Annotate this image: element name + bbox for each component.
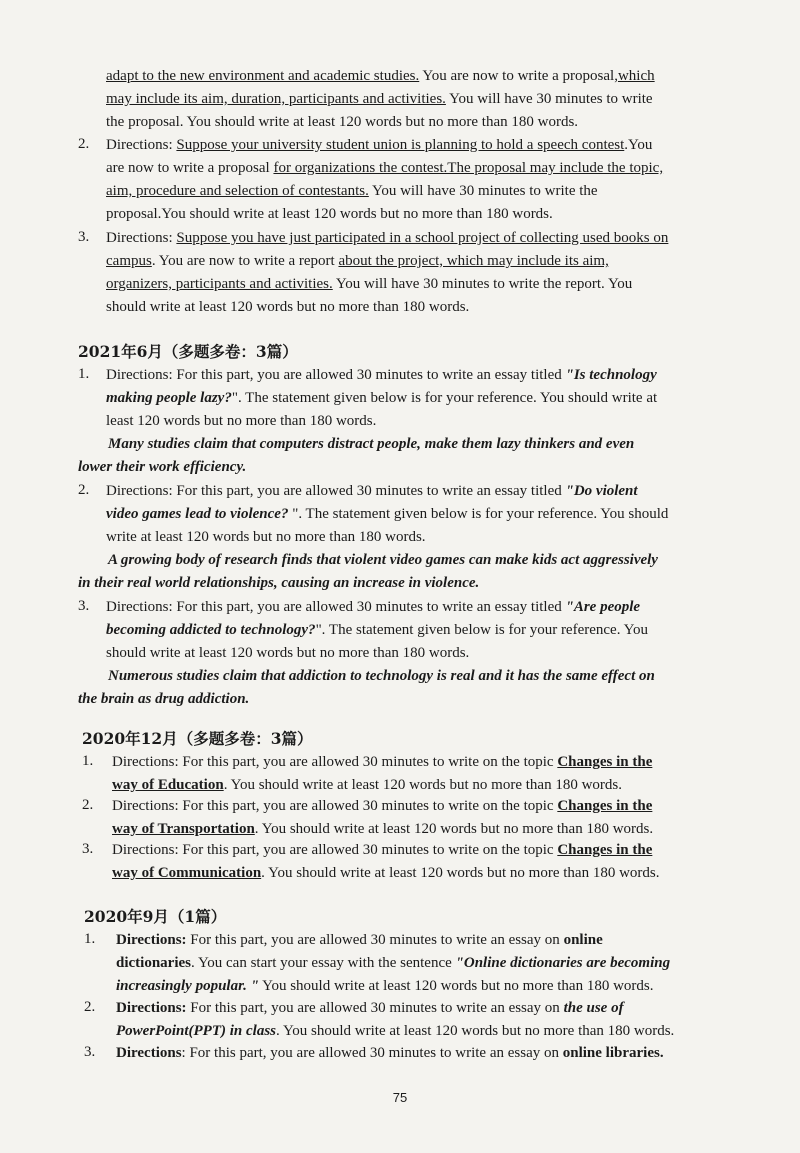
topic: Changes in the (557, 842, 653, 858)
item-number: 2. (84, 999, 96, 1015)
text: least 120 words but no more than 180 words. (106, 413, 377, 429)
text: write at least 120 words but no more than 180 words. (106, 529, 426, 545)
line (106, 642, 469, 665)
line (116, 997, 624, 1020)
underlined-text: for organizations the contest.The proposal may include the topic, (273, 160, 664, 176)
essay-title: video games lead to violence? (106, 506, 289, 522)
line (106, 111, 578, 134)
line (106, 65, 655, 88)
essay-title: "Do violent (565, 483, 638, 499)
text: ". The statement given below is for your reference. You should write at (231, 390, 658, 406)
item-number: 3. (78, 598, 90, 614)
line (112, 862, 659, 885)
line (106, 134, 652, 157)
underlined-text: Suppose you have just participated in a school project of collecting used books on (176, 230, 669, 246)
essay-title: "Are people (565, 599, 641, 615)
line (106, 387, 657, 410)
underlined-text: Suppose your university student union is planning to hold a speech contest (176, 137, 625, 153)
text: .You (624, 137, 653, 153)
text: . You should write at least 120 words but no more than 180 words. (254, 821, 654, 837)
text: proposal.You should write at least 120 words but no more than 180 words. (106, 206, 553, 222)
line (106, 203, 553, 226)
text: ". The statement given below is for your reference. You (315, 622, 648, 638)
item-number: 2. (78, 482, 90, 498)
text: should write at least 120 words but no more than 180 words. (106, 645, 470, 661)
item-number: 3. (78, 229, 90, 245)
line (106, 526, 426, 549)
line (112, 774, 622, 797)
line (106, 296, 469, 319)
topic: dictionaries (116, 955, 191, 971)
section-heading: 2020年9月（1篇） (84, 907, 227, 926)
text: . You should write at least 120 words but no more than 180 words. (261, 865, 660, 881)
line (116, 929, 603, 952)
text: You will have 30 minutes to write (445, 91, 653, 107)
item-number: 1. (84, 931, 96, 947)
item-number: 3. (82, 841, 94, 857)
page-number: 75 (392, 1090, 408, 1105)
text: . You should write at least 120 words but no more than 180 words. (276, 1023, 675, 1039)
line (112, 795, 652, 818)
text: the proposal. You should write at least 120 words but no more than 180 words. (106, 114, 579, 130)
line (106, 480, 638, 503)
text: ". The statement given below is for your reference. You should (288, 506, 669, 522)
statement: Many studies claim that computers distract people, make them lazy thinkers and even (108, 436, 635, 452)
text: Directions: For this part, you are allowed 30 minutes to write on the topic (112, 754, 558, 770)
text: For this part, you are allowed 30 minutes to write an essay on (186, 932, 564, 948)
text: Directions: For this part, you are allowed 30 minutes to write an essay titled (106, 483, 566, 499)
statement: A growing body of research finds that violent video games can make kids act aggressively (108, 552, 658, 568)
line (112, 751, 652, 774)
line (116, 1020, 674, 1043)
line (106, 157, 663, 180)
text: . You are now to write a report (151, 253, 339, 269)
directions-label: Directions (116, 1045, 182, 1061)
underlined-text: aim, procedure and selection of contestants. (106, 183, 369, 199)
underlined-text: organizers, participants and activities. (106, 276, 333, 292)
item-number: 1. (82, 753, 94, 769)
topic: Changes in the (557, 754, 653, 770)
underlined-text: campus (106, 253, 152, 269)
topic: way of Communication (112, 865, 262, 881)
line (116, 952, 670, 975)
item-number: 2. (78, 136, 90, 152)
item-number: 3. (84, 1044, 96, 1060)
statement: lower their work efficiency. (78, 459, 247, 475)
text: Directions: For this part, you are allowed 30 minutes to write on the topic (112, 798, 558, 814)
text: Directions: (106, 230, 177, 246)
topic: the use of (563, 1000, 624, 1016)
text: You will have 30 minutes to write the (368, 183, 598, 199)
line (116, 975, 654, 998)
line (106, 410, 376, 433)
text: For this part, you are allowed 30 minutes to write an essay on (186, 1000, 564, 1016)
text: are now to write a proposal (106, 160, 274, 176)
essay-title: "Is technology (565, 367, 657, 383)
underlined-text: may include its aim, duration, participants and activities. (106, 91, 446, 107)
text: Directions: (106, 137, 177, 153)
essay-title: making people lazy? (106, 390, 232, 406)
line (112, 839, 652, 862)
directions-label: Directions: (116, 932, 187, 948)
topic: Changes in the (557, 798, 653, 814)
text: . You can start your essay with the sentence (191, 955, 456, 971)
underlined-text: adapt to the new environment and academic studies. (106, 68, 420, 84)
line (106, 364, 657, 387)
text: You will have 30 minutes to write the report. You (332, 276, 633, 292)
text: You are now to write a proposal, (419, 68, 618, 84)
section-heading: 2020年12月（多题多卷：3篇） (82, 729, 313, 748)
line (112, 818, 653, 841)
line (106, 88, 653, 111)
statement: the brain as drug addiction. (78, 691, 250, 707)
essay-title: becoming addicted to technology? (106, 622, 316, 638)
topic: online libraries. (562, 1045, 664, 1061)
text: Directions: For this part, you are allowed 30 minutes to write an essay titled (106, 367, 566, 383)
directions-label: Directions: (116, 1000, 187, 1016)
topic: online (563, 932, 603, 948)
line (106, 273, 632, 296)
opening-sentence: "Online dictionaries are becoming (455, 955, 671, 971)
underlined-text: which (617, 68, 655, 84)
topic: way of Transportation (112, 821, 255, 837)
text: Directions: For this part, you are allowed 30 minutes to write on the topic (112, 842, 558, 858)
line (116, 1042, 664, 1065)
topic: PowerPoint(PPT) in class (116, 1023, 276, 1039)
statement: in their real world relationships, causing an increase in violence. (78, 575, 480, 591)
item-number: 1. (78, 366, 90, 382)
line (106, 619, 648, 642)
line (106, 250, 609, 273)
text: . You should write at least 120 words but no more than 180 words. (223, 777, 622, 793)
section-heading: 2021年6月（多题多卷：3篇） (78, 342, 298, 361)
text: You should write at least 120 words but no more than 180 words. (258, 978, 654, 994)
line (106, 180, 598, 203)
topic: way of Education (112, 777, 224, 793)
text: : For this part, you are allowed 30 minutes to write an essay on (181, 1045, 563, 1061)
opening-sentence: increasingly popular. " (116, 978, 259, 994)
line (106, 503, 668, 526)
underlined-text: about the project, which may include its aim, (338, 253, 609, 269)
line (106, 596, 640, 619)
text: should write at least 120 words but no more than 180 words. (106, 299, 470, 315)
statement: Numerous studies claim that addiction to technology is real and it has the same effect on (108, 668, 655, 684)
line (106, 227, 668, 250)
item-number: 2. (82, 797, 94, 813)
text: Directions: For this part, you are allowed 30 minutes to write an essay titled (106, 599, 566, 615)
